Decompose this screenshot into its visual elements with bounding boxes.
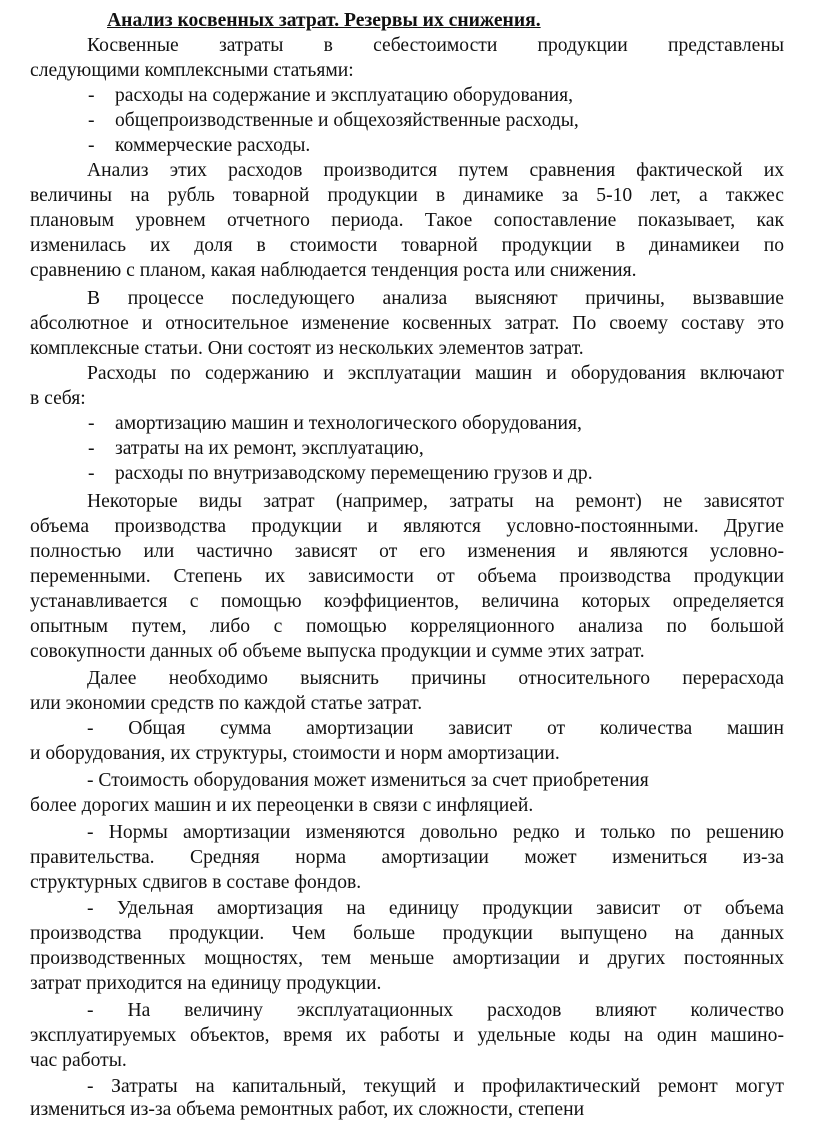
text-line: производства продукции. Чем больше продукции выпущено на данных [30, 923, 784, 944]
text-line: - Затраты на капитальный, текущий и профилактический ремонт могут [87, 1076, 784, 1097]
list-item: расходы по внутризаводскому перемещению грузов и др. [115, 463, 593, 484]
list-dash: - [88, 135, 95, 156]
text-line: правительства. Средняя норма амортизации может измениться из-за [30, 847, 784, 868]
text-line: совокупности данных об объеме выпуска продукции и сумме этих затрат. [30, 641, 645, 662]
page-title: Анализ косвенных затрат. Резервы их снижения. [107, 10, 541, 31]
text-line: - Удельная амортизация на единицу продукции зависит от объема [87, 898, 784, 919]
text-line: величины на рубль товарной продукции в динамике за 5-10 лет, а такжес [30, 185, 784, 206]
text-line: следующими комплексными статьями: [30, 60, 354, 81]
text-line: измениться из-за объема ремонтных работ, их сложности, степени [30, 1099, 585, 1120]
text-line: устанавливается с помощью коэффициентов, величина которых определяется [30, 591, 784, 612]
list-dash: - [88, 85, 95, 106]
text-line: - Общая сумма амортизации зависит от количества машин [87, 718, 784, 739]
list-dash: - [88, 413, 95, 434]
text-line: Анализ этих расходов производится путем сравнения фактической их [87, 160, 784, 181]
text-line: В процессе последующего анализа выясняют причины, вызвавшие [87, 288, 784, 309]
text-line: опытным путем, либо с помощью корреляционного анализа по большой [30, 616, 784, 637]
text-line: сравнению с планом, какая наблюдается тенденция роста или снижения. [30, 260, 637, 281]
list-dash: - [88, 110, 95, 131]
text-line: и оборудования, их структуры, стоимости и норм амортизации. [30, 743, 560, 764]
text-line: затрат приходится на единицу продукции. [30, 973, 382, 994]
text-line: - Стоимость оборудования может измениться за счет приобретения [87, 770, 649, 791]
text-line: или экономии средств по каждой статье затрат. [30, 693, 423, 714]
text-line: комплексные статьи. Они состоят из нескольких элементов затрат. [30, 338, 584, 359]
text-line: полностью или частично зависят от его изменения и являются условно- [30, 541, 784, 562]
text-line: плановым уровнем отчетного периода. Такое сопоставление показывает, как [30, 210, 784, 231]
text-line: в себя: [30, 388, 86, 409]
text-line: переменными. Степень их зависимости от объема производства продукции [30, 566, 784, 587]
text-line: изменилась их доля в стоимости товарной продукции в динамикеи по [30, 235, 784, 256]
text-line: более дорогих машин и их переоценки в связи с инфляцией. [30, 795, 534, 816]
text-line: структурных сдвигов в составе фондов. [30, 872, 362, 893]
text-line: Далее необходимо выяснить причины относительного перерасхода [87, 668, 784, 689]
list-dash: - [88, 438, 95, 459]
list-item: амортизацию машин и технологического оборудования, [115, 413, 582, 434]
text-line: производственных мощностях, тем меньше амортизации и других постоянных [30, 948, 784, 969]
text-line: абсолютное и относительное изменение косвенных затрат. По своему составу это [30, 313, 784, 334]
text-line: Некоторые виды затрат (например, затраты на ремонт) не зависятот [87, 491, 784, 512]
text-line: час работы. [30, 1050, 127, 1071]
list-item: затраты на их ремонт, эксплуатацию, [115, 438, 424, 459]
list-item: коммерческие расходы. [115, 135, 311, 156]
text-line: эксплуатируемых объектов, время их работы и удельные коды на один машино- [30, 1025, 784, 1046]
list-item: расходы на содержание и эксплуатацию оборудования, [115, 85, 574, 106]
list-dash: - [88, 463, 95, 484]
text-line: - Нормы амортизации изменяются довольно редко и только по решению [87, 822, 784, 843]
text-line: объема производства продукции и являются условно-постоянными. Другие [30, 516, 784, 537]
text-line: - На величину эксплуатационных расходов влияют количество [87, 1000, 784, 1021]
text-line: Расходы по содержанию и эксплуатации машин и оборудования включают [87, 363, 784, 384]
text-line: Косвенные затраты в себестоимости продукции представлены [87, 35, 784, 56]
list-item: общепроизводственные и общехозяйственные расходы, [115, 110, 579, 131]
